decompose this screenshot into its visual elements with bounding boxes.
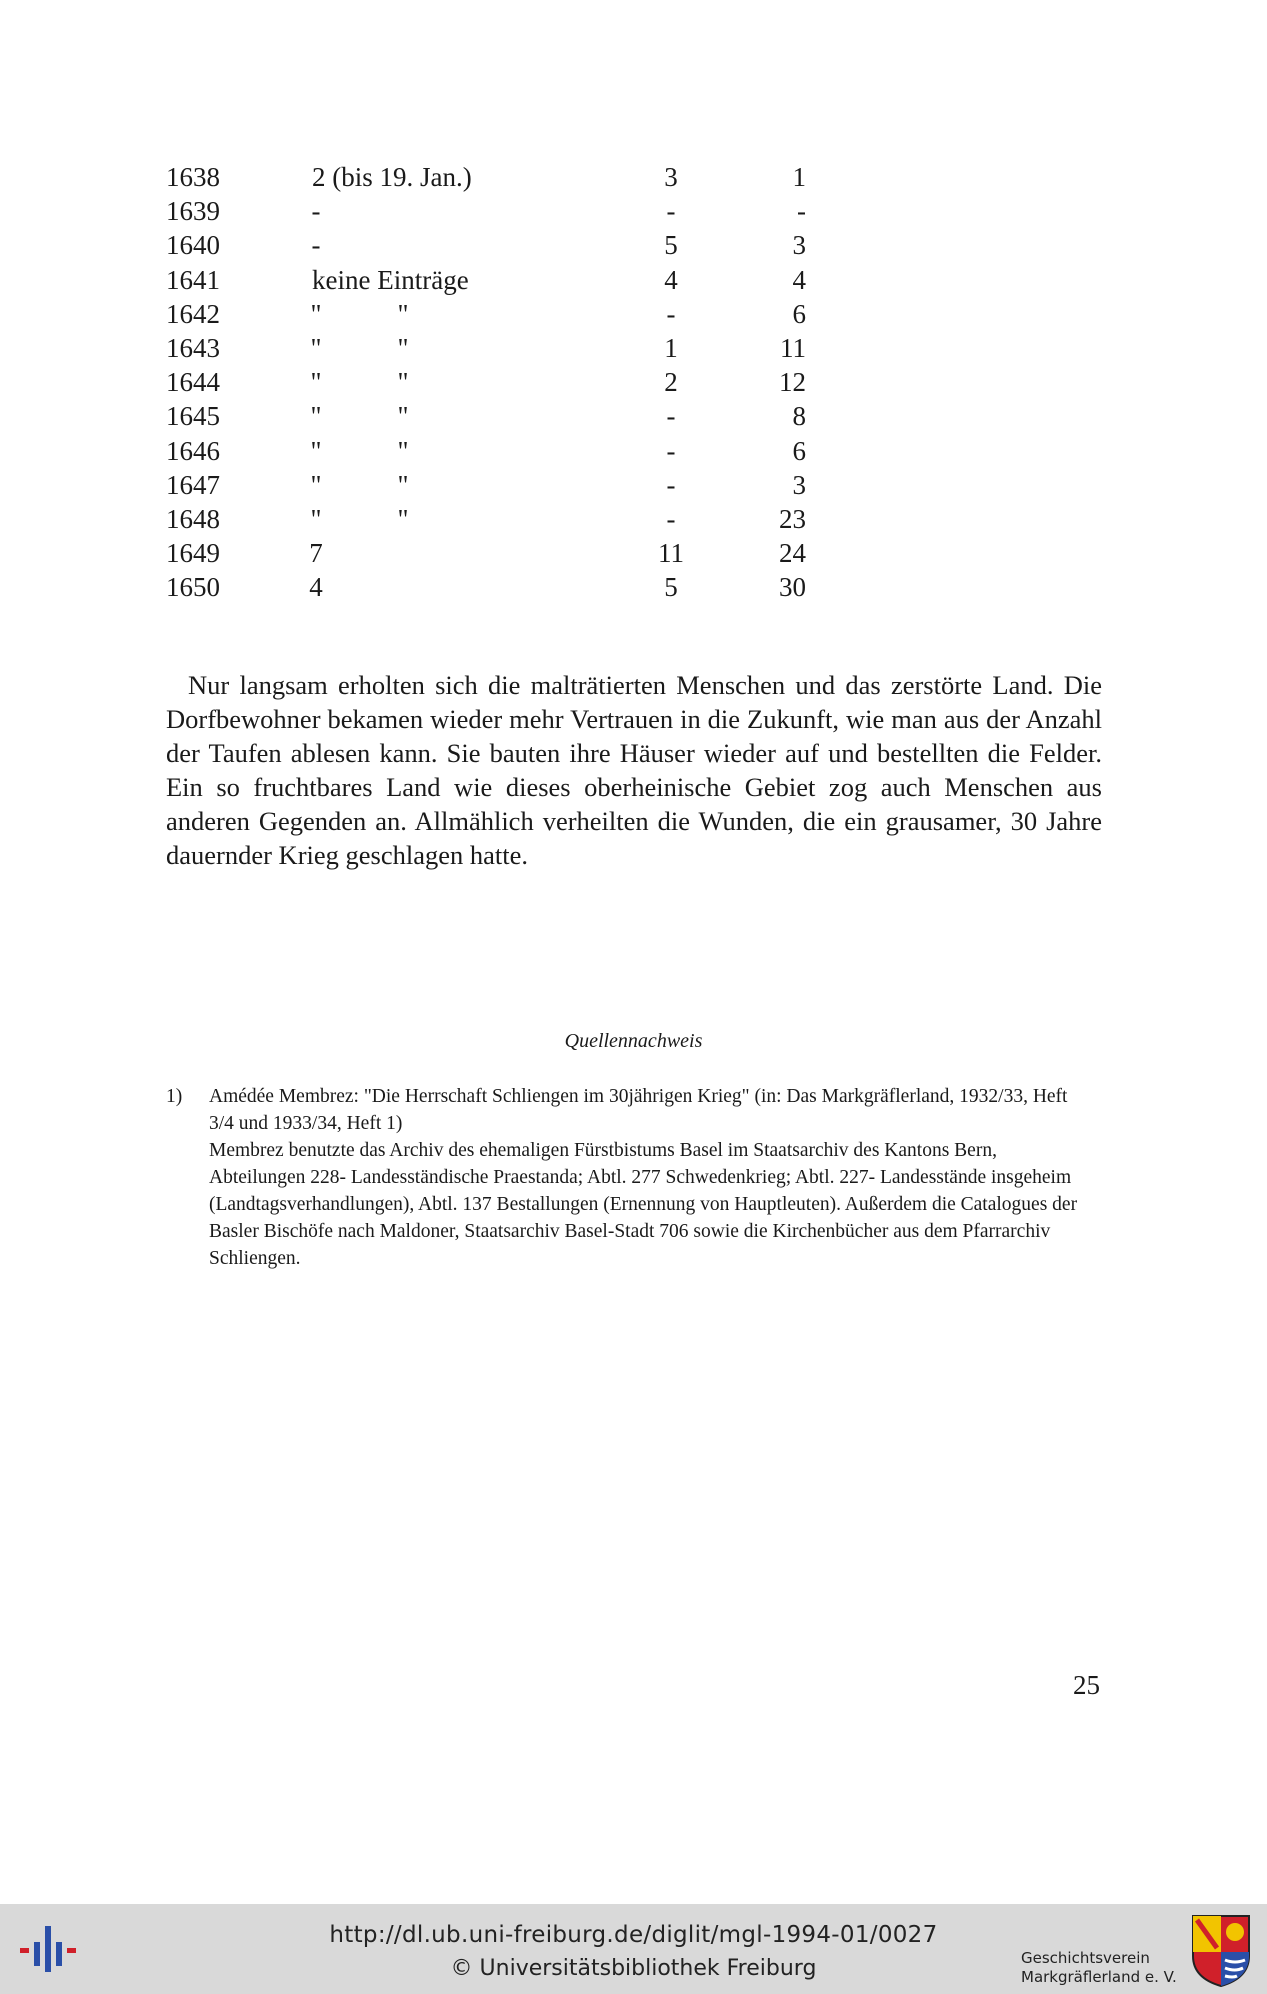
body-paragraph: Nur langsam erholten sich die malträtierten Menschen und das zerstörte Land. Die Dorfbewohner bekamen wieder mehr Vertrauen in die Zukunft, wie man aus der Anzahl der Taufen ablesen kann. Sie bauten ihre Häuser wieder auf und bestellten die Felder. Ein so fruchtbares Land wie dieses oberheinische Gebiet zog auch Menschen aus anderen Gegenden an. Allmählich verheilten die Wunden, die ein grausamer, 30 Jahre dauernder Krieg geschlagen hatte. [166,669,1102,870]
count-cell: 8 [792,401,806,432]
count-cell: 11 [658,538,684,569]
table-row [166,468,816,502]
note-cell-left: " [310,503,322,534]
count-cell: 4 [664,264,678,295]
sources-heading: Quellennachweis [564,1030,703,1052]
note-cell: 2 (bis 19. Jan.) [312,162,472,192]
count-cell: 5 [664,230,678,261]
count-cell: 12 [779,367,806,398]
count-cell: 2 [664,367,678,398]
note-cell-right: " [397,298,409,329]
year-cell: 1647 [166,469,220,500]
year-cell: 1644 [166,367,220,398]
note-cell-right: " [397,367,409,398]
note-cell-left: - [311,230,321,261]
count-cell: 5 [664,572,678,603]
table-row [166,194,816,228]
count-cell: - [666,503,676,534]
table-row [166,502,816,536]
count-cell: - [666,469,676,500]
count-cell: 30 [779,572,806,603]
count-cell: 6 [792,298,806,329]
year-cell: 1639 [166,196,220,227]
table-row [166,263,816,297]
year-cell: 1648 [166,503,220,534]
note-cell-left: " [310,469,322,500]
count-cell: 24 [779,538,806,569]
baptism-table [166,160,816,604]
table-row [166,399,816,433]
year-cell: 1638 [166,162,220,192]
note-cell-left: " [310,298,322,329]
note-cell-left: " [310,367,322,398]
count-cell: 6 [792,435,806,466]
year-cell: 1640 [166,230,220,261]
footer-copyright: © Universitätsbibliothek Freiburg [450,1956,817,1981]
society-name-line1: Geschichtsverein [1021,1949,1150,1967]
year-cell: 1646 [166,435,220,466]
table-row [166,536,816,570]
table-row [166,297,816,331]
footnote-note: Membrez benutzte das Archiv des ehemaligen Fürstbistums Basel im Staatsarchiv des Kantons Bern, Abteilungen 228- Landesständische Praestanda; Abtl. 277 Schwedenkrieg; Abtl. 227- Landesstände insgeheim (Landtagsverhandlungen), Abtl. 137 Bestallungen (Ernennung von Hauptleuten). Außerdem die Catalogues der Basler Bischöfe nach Maldoner, Staatsarchiv Basel-Stadt 706 sowie die Kirchenbücher aus dem Pfarrarchiv Schliengen. [209,1140,1078,1269]
note-cell: keine Einträge [312,264,469,295]
note-cell-left: " [310,401,322,432]
note-cell-right: " [397,503,409,534]
year-cell: 1645 [166,401,220,432]
count-cell: - [666,401,676,432]
footnote-citation: Amédée Membrez: "Die Herrschaft Schliengen im 30jährigen Krieg" (in: Das Markgräflerland, 1932/33, Heft 3/4 und 1933/34, Heft 1) [209,1086,1068,1134]
note-cell-left: 7 [309,538,323,569]
count-cell: - [666,298,676,329]
count-cell: 23 [779,503,806,534]
table-row [166,434,816,468]
page-number: 25 [1073,1670,1100,1700]
coat-of-arms-icon [1189,1912,1253,1988]
footnote-number: 1) [166,1086,183,1107]
year-cell: 1649 [166,538,220,569]
note-cell-right: " [397,469,409,500]
count-cell: 1 [664,332,678,363]
table-row [166,331,816,365]
footer-url-link[interactable]: http://dl.ub.uni-freiburg.de/diglit/mgl-1994-01/0027 [329,1922,938,1948]
note-cell-right: " [397,401,409,432]
note-cell-left: 4 [309,572,323,603]
note-cell-right: " [397,332,409,363]
count-cell: - [666,435,676,466]
footer-bar [0,1904,1267,1994]
count-cell: - [666,196,676,227]
count-cell: 1 [792,162,806,192]
year-cell: 1641 [166,264,220,295]
table-row [166,160,816,194]
footnote [166,1083,1086,1272]
society-name-line2: Markgräflerland e. V. [1021,1968,1177,1986]
note-cell-left: " [310,332,322,363]
note-cell-right: " [397,435,409,466]
count-cell: 4 [792,264,806,295]
table-row [166,570,816,604]
table-row [166,228,816,262]
count-cell: 3 [664,162,678,192]
count-cell: 3 [792,469,806,500]
count-cell: 3 [792,230,806,261]
year-cell: 1643 [166,332,220,363]
count-cell: - [797,196,806,227]
note-cell-left: - [311,196,321,227]
count-cell: 11 [780,332,806,363]
society-name [1021,1949,1177,1987]
note-cell-left: " [310,435,322,466]
table-row [166,365,816,399]
year-cell: 1642 [166,298,220,329]
year-cell: 1650 [166,572,220,603]
